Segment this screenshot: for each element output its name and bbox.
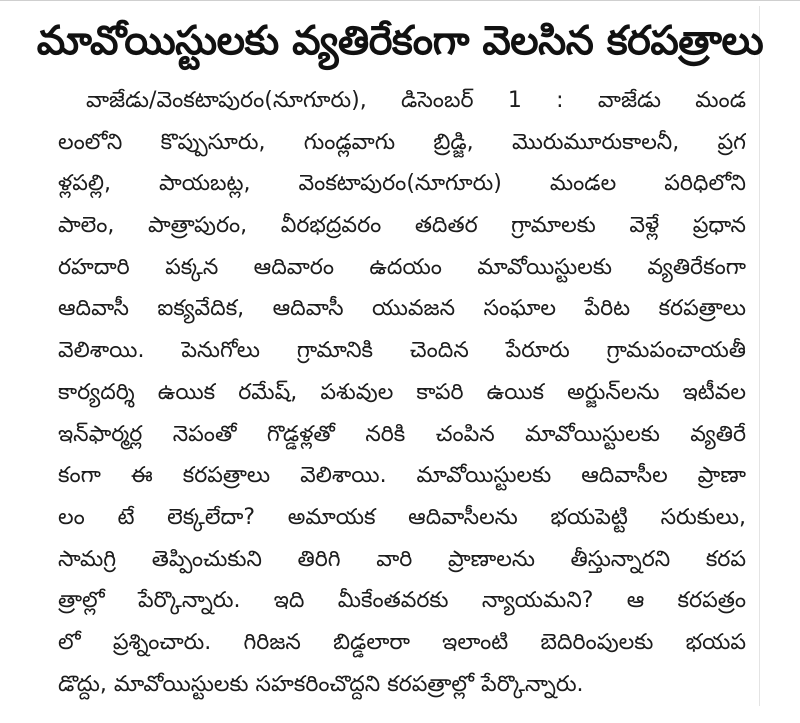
clipping-top-edge <box>0 0 800 7</box>
body-line: ఆదివాసీ ఐక్యవేదిక, ఆదివాసీ యువజన సంఘాల పేరిట కరపత్రాలు <box>58 296 746 322</box>
headline: మావోయిస్టులకు వ్యతిరేకంగా వెలసిన కరపత్రాలు <box>36 18 764 64</box>
body-line: లంలోని కొప్పుసూరు, గుండ్లవాగు బ్రిడ్జి, మొరుమూరుకాలనీ, ప్రగ <box>58 129 746 155</box>
body-line: లో ప్రశ్నించారు. గిరిజన బిడ్డలారా ఇలాంటి బెదిరింపులకు భయప <box>58 629 746 655</box>
body-line: ళ్లపల్లి, పాయబట్ల, వెంకటాపురం(నూగూరు) మండల పరిధిలోని <box>58 171 746 197</box>
body-line: వాజేడు/వెంకటాపురం(నూగూరు), డిసెంబర్ 1 : వాజేడు మండ <box>86 88 746 113</box>
body-line: కంగా ఈ కరపత్రాలు వెలిశాయి. మావోయిస్టులకు ఆదివాసీల ప్రాణా <box>58 463 746 489</box>
body-line: డొద్దు, మావోయిస్టులకు సహకరించొద్దని కరపత్రాల్లో పేర్కొన్నారు. <box>58 671 584 697</box>
article-body <box>58 80 746 705</box>
body-line: రహదారి పక్కన ఆదివారం ఉదయం మావోయిస్టులకు వ్యతిరేకంగా <box>58 254 746 280</box>
body-line: లం టే లెక్కలేదా? అమాయక ఆదివాసీలను భయపెట్టి సరుకులు, <box>58 504 746 530</box>
body-line: పాలెం, పాత్రాపురం, వీరభద్రవరం తదితర గ్రామాలకు వెళ్లే ప్రధాన <box>58 213 746 239</box>
body-line: కార్యదర్శి ఉయిక రమేష్, పశువుల కాపరి ఉయిక అర్జున్‌లను ఇటీవల <box>58 379 746 405</box>
body-line: సామగ్రి తెప్పించుకుని తిరిగి వారి ప్రాణాలను తీస్తున్నారని కరప <box>58 546 746 572</box>
body-line: ఇన్‌ఫార్మర్ల నెపంతో గొడ్డళ్లతో నరికి చంపిన మావోయిస్టులకు వ్యతిరే <box>58 421 746 447</box>
body-line: త్రాల్లో పేర్కొన్నారు. ఇది మీకేంతవరకు న్యాయమని? ఆ కరపత్రం <box>58 588 746 614</box>
body-line: వెలిశాయి. పెనుగోలు గ్రామానికి చెందిన పేరూరు గ్రామపంచాయతీ <box>58 338 746 364</box>
column-rule <box>759 6 760 706</box>
